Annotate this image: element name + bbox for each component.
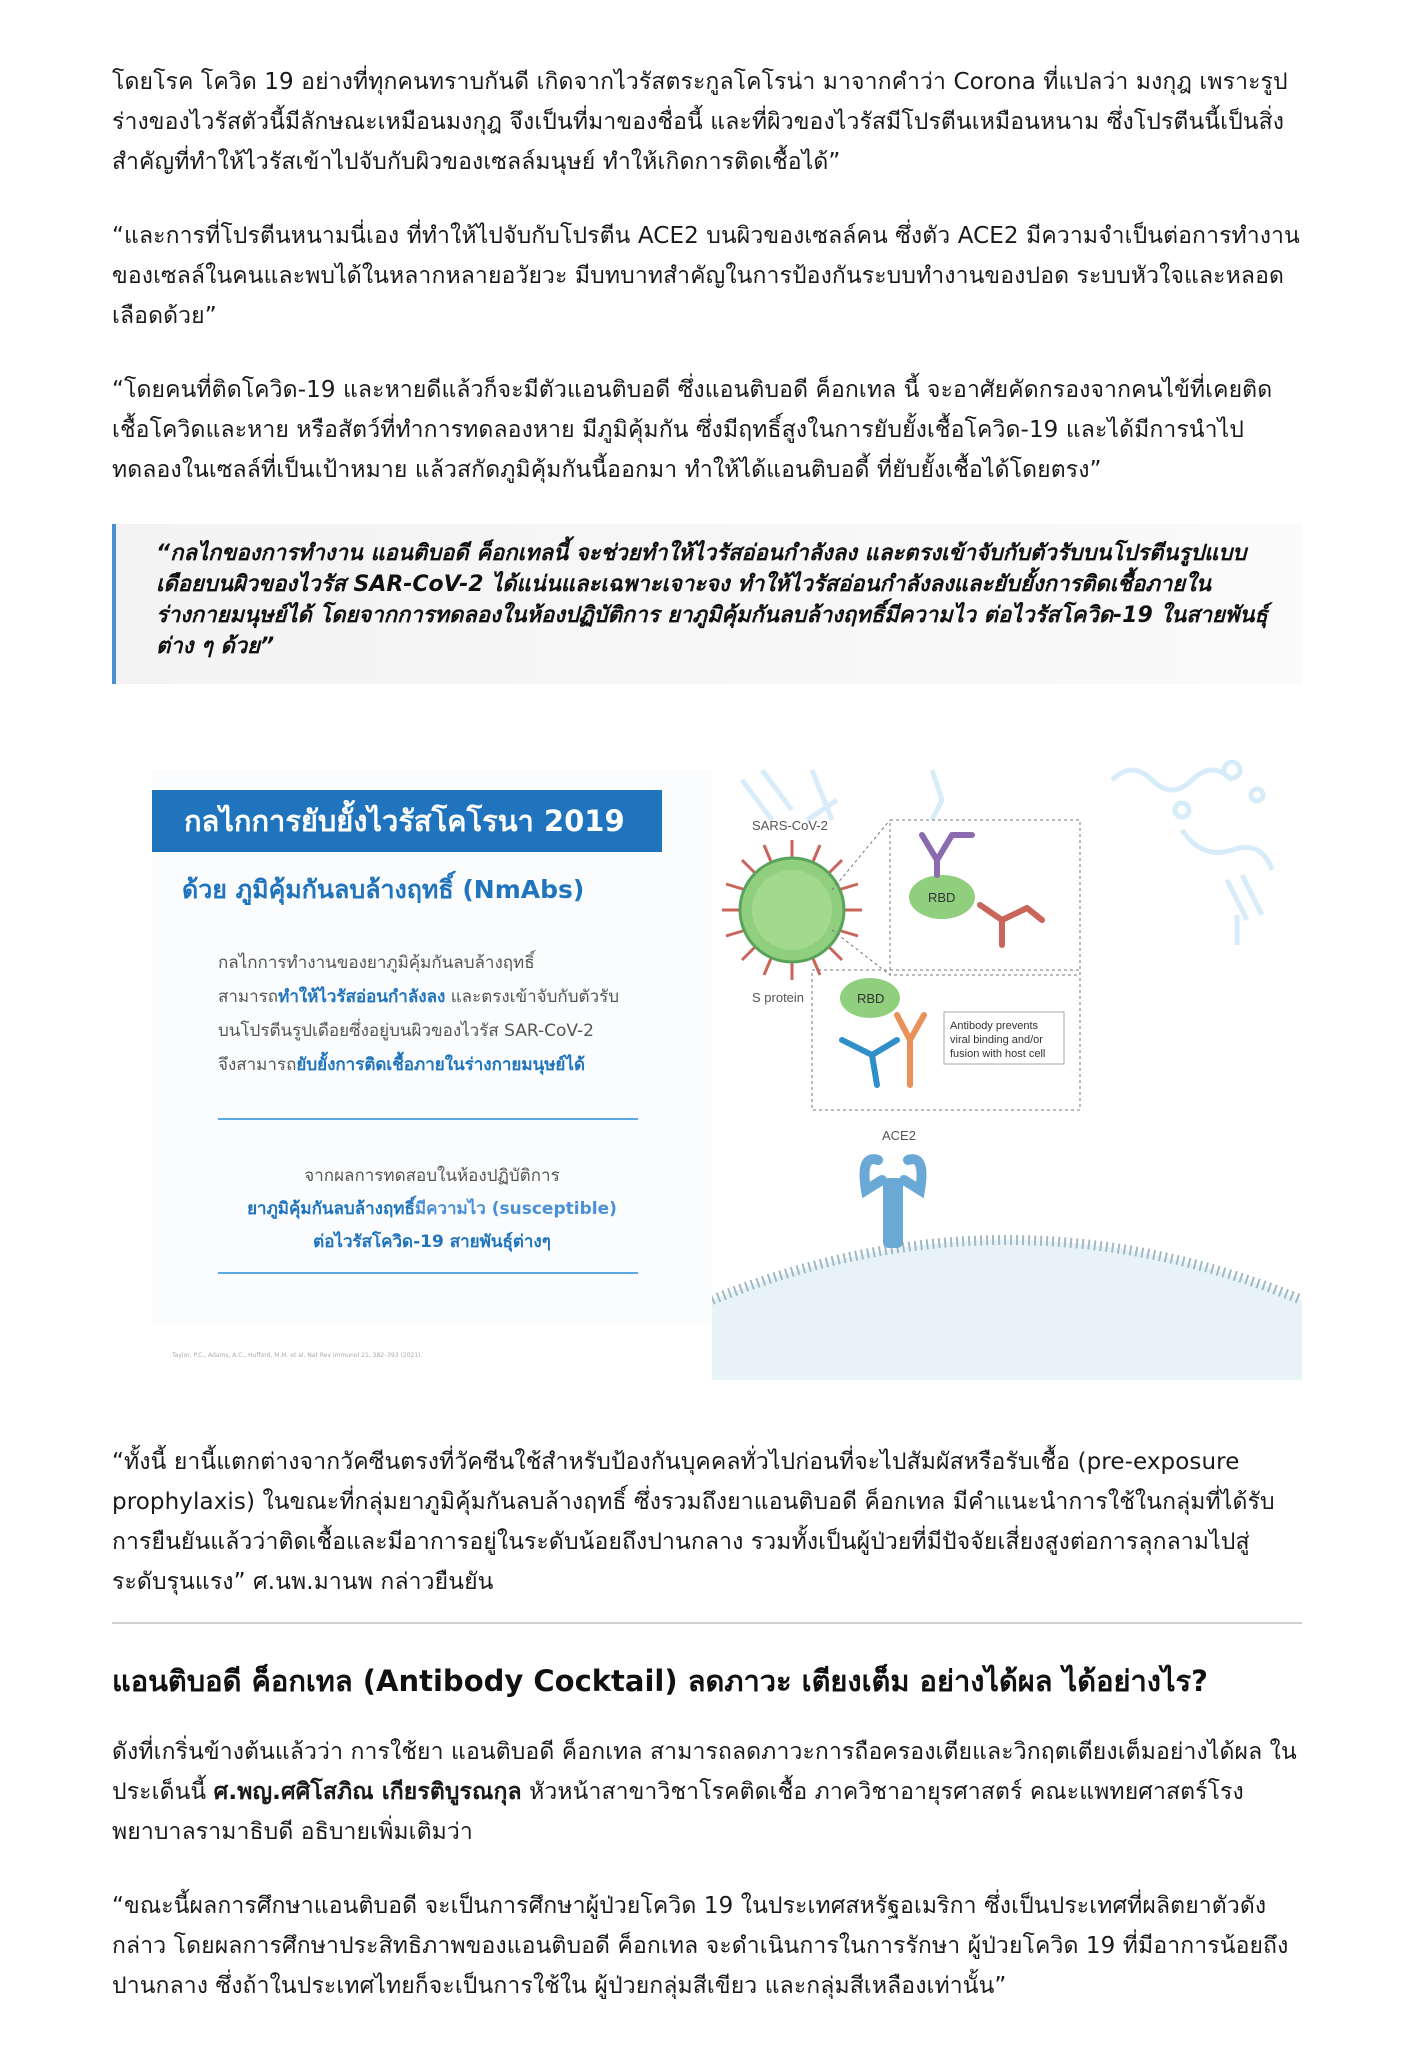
label-ace2: ACE2 (882, 1128, 916, 1143)
antibody-purple-icon (922, 835, 972, 875)
infographic-card (152, 770, 712, 1325)
label-prevent-line: fusion with host cell (950, 1048, 1046, 1060)
antibody-red-icon (980, 905, 1042, 945)
section-divider (112, 1622, 1302, 1624)
paragraph-corona-intro: โดยโรค โควิด 19 อย่างที่ทุกคนทราบกันดี เกิดจากไวรัสตระกูลโคโรน่า มาจากคำว่า Corona ที่แปลว่า มงกุฎ เพราะรูปร่างของไวรัสตัวนี้มีลักษณะเหมือนมงกุฎ จึงเป็นที่มาของชื่อนี้ และที่ผิวของไวรัสมีโปรตีนเหมือนหนาม ซึ่งโปรตีนนี้เป็นสิ่งสำคัญที่ทำให้ไวรัสเข้าไปจับกับผิวของเซลล์มนุษย์ ทำให้เกิดการติดเชื้อได้” (112, 69, 1288, 175)
antibody-diagram (712, 740, 1302, 1390)
lab-highlight: มีความไว (susceptible) (414, 1199, 617, 1219)
figure-description (218, 946, 638, 1082)
doctor-name: ศ.พญ.ศศิโสภิณ เกียรติบูรณกุล (213, 1779, 522, 1805)
ace2-receptor-icon (865, 1159, 922, 1248)
lab-line: จากผลการทดสอบในห้องปฏิบัติการ (304, 1166, 560, 1186)
text-run: หัวหน้าสาขาวิชาโรคติดเชื้อ ภาควิชาอายุรศาสตร์ คณะแพทยศาสตร์โรงพยาบาลรามาธิบดี อธิบายเพิ่มเติมว่า (112, 1779, 1244, 1845)
lab-line (212, 1226, 652, 1259)
label-prevent-line: viral binding and/or (950, 1034, 1043, 1046)
label-s-protein: S protein (752, 990, 805, 1005)
figure-citation: Taylor, P.C., Adams, A.C., Hufford, M.M. et al. Nat Rev Immunol 21, 382–393 (2021). (172, 1352, 423, 1359)
label-sars-cov-2: SARS-CoV-2 (752, 818, 828, 833)
text-run: ดังที่เกริ่นข้างต้นแล้วว่า การใช้ยา แอนติบอดี ค็อกเทล สามารถลดภาวะการถือครองเตียและวิกฤตเตียงเต็มอย่างได้ผล ในประเด็นนี้ (112, 1739, 1297, 1805)
mechanism-figure (112, 730, 1302, 1390)
section-heading: แอนติบอดี ค็อกเทล (Antibody Cocktail) ลดภาวะ เตียงเต็ม อย่างได้ผล ได้อย่างไร? (112, 1664, 1208, 1698)
virus-icon (722, 840, 862, 980)
antibody-orange-icon (897, 1015, 924, 1085)
label-rbd-top: RBD (928, 890, 956, 905)
desc-highlight: ยับยั้งการติดเชื้อภายในร่างกายมนุษย์ได้ (296, 1055, 585, 1075)
desc-highlight: ทำให้ไวรัสอ่อนกำลังลง (278, 987, 446, 1007)
label-prevent-line: Antibody prevents (950, 1020, 1039, 1032)
figure-divider (218, 1272, 638, 1274)
figure-subtitle: ด้วย ภูมิคุ้มกันลบล้างฤทธิ์ (NmAbs) (182, 875, 585, 904)
figure-desc-line (218, 980, 638, 1014)
antibody-blue-icon (842, 1040, 897, 1085)
lab-highlight: ยาภูมิคุ้มกันลบล้างฤทธิ์ (247, 1199, 415, 1219)
lab-highlight: ต่อไวรัสโควิด-19 สายพันธุ์ต่างๆ (313, 1232, 551, 1252)
lab-line (212, 1193, 652, 1226)
desc-text: และตรงเข้าจับกับตัวรับ (445, 987, 619, 1007)
paragraph-us-study: “ขณะนี้ผลการศึกษาแอนติบอดี จะเป็นการศึกษาผู้ป่วยโควิด 19 ในประเทศสหรัฐอเมริกา ซึ่งเป็นประเทศที่ผลิตยาตัวดังกล่าว โดยผลการศึกษาประสิทธิภาพของแอนติบอดี ค็อกเทล จะดำเนินการในการรักษา ผู้ป่วยโควิด 19 ที่มีอาการน้อยถึงปานกลาง ซึ่งถ้าในประเทศไทยก็จะเป็นการใช้ใน ผู้ป่วยกลุ่มสีเขียว และกลุ่มสีเหลืองเท่านั้น” (112, 1893, 1289, 1999)
paragraph-vaccine-difference: “ทั้งนี้ ยานี้แตกต่างจากวัคซีนตรงที่วัคซีนใช้สำหรับป้องกันบุคคลทั่วไปก่อนที่จะไปสัมผัสหรือรับเชื้อ (pre-exposure prophylaxis) ในขณะที่กลุ่มยาภูมิคุ้มกันลบล้างฤทธิ์ ซึ่งรวมถึงยาแอนติบอดี ค็อกเทล มีคำแนะนำการใช้ในกลุ่มที่ได้รับการยืนยันแล้วว่าติดเชื้อและมีอาการอยู่ในระดับน้อยถึงปานกลาง รวมทั้งเป็นผู้ป่วยที่มีปัจจัยเสี่ยงสูงต่อการลุกลามไปสู่ระดับรุนแรง” ศ.นพ.มานพ กล่าวยืนยัน (112, 1449, 1275, 1595)
desc-text: จึงสามารถ (218, 1055, 297, 1075)
cell-body (712, 1240, 1302, 1380)
paragraph-antibody-source: “โดยคนที่ติดโควิด-19 และหายดีแล้วก็จะมีตัวแอนติบอดี ซึ่งแอนติบอดี ค็อกเทล นี้ จะอาศัยคัดกรองจากคนไข้ที่เคยติดเชื้อโควิดและหาย หรือสัตว์ที่ทำการทดลองหาย มีภูมิคุ้มกัน ซึ่งมีฤทธิ์สูงในการยับยั้งเชื้อโควิด-19 และได้มีการนำไปทดลองในเซลล์ที่เป็นเป้าหมาย แล้วสกัดภูมิคุ้มกันนี้ออกมา ทำให้ได้แอนติบอดี้ ที่ยับยั้งเชื้อได้โดยตรง” (112, 377, 1273, 483)
figure-lab-result (212, 1160, 652, 1259)
label-rbd-bottom: RBD (857, 991, 885, 1006)
mechanism-quote: “กลไกของการทำงาน แอนติบอดี ค็อกเทลนี้ จะช่วยทำให้ไวรัสอ่อนกำลังลง และตรงเข้าจับกับตัวรับบนโปรตีนรูปแบบเดือยบนผิวของไวรัส SAR-CoV-2 ได้แน่นและเฉพาะเจาะจง ทำให้ไวรัสอ่อนกำลังลงและยับยั้งการติดเชื้อภายในร่างกายมนุษย์ได้ โดยจากการทดลองในห้องปฏิบัติการ ยาภูมิคุ้มกันลบล้างฤทธิ์มีความไว ต่อไวรัสโควิด-19 ในสายพันธุ์ต่าง ๆ ด้วย” (112, 524, 1302, 684)
figure-title: กลไกการยับยั้งไวรัสโคโรนา 2019 (152, 790, 662, 852)
figure-desc-line: กลไกการทำงานของยาภูมิคุ้มกันลบล้างฤทธิ์ (218, 953, 535, 973)
article-page (112, 62, 1302, 2040)
figure-divider (218, 1118, 638, 1120)
figure-desc-line: บนโปรตีนรูปเดือยซึ่งอยู่บนผิวของไวรัส SAR-CoV-2 (218, 1021, 594, 1041)
desc-text: สามารถ (218, 987, 279, 1007)
paragraph-bed-shortage (112, 1732, 1302, 1852)
figure-desc-line (218, 1048, 638, 1082)
paragraph-ace2: “และการที่โปรตีนหนามนี่เอง ที่ทำให้ไปจับกับโปรตีน ACE2 บนผิวของเซลล์คน ซึ่งตัว ACE2 มีความจำเป็นต่อการทำงานของเซลล์ในคนและพบได้ในหลากหลายอวัยวะ มีบทบาทสำคัญในการป้องกันระบบทำงานของปอด ระบบหัวใจและหลอดเลือดด้วย” (112, 223, 1300, 329)
